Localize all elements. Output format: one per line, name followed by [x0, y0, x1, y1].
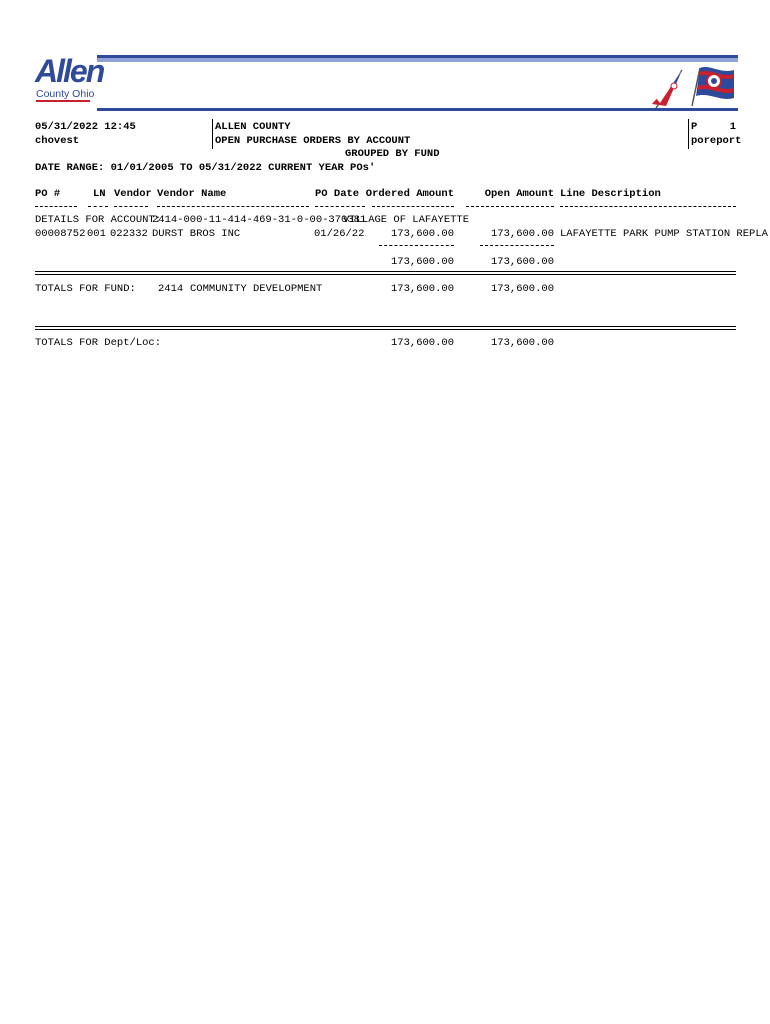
fund-total-label: TOTALS FOR FUND:	[35, 283, 136, 295]
row-ordered-amount: 173,600.00	[390, 228, 454, 240]
row-vendor-name: DURST BROS INC	[152, 228, 241, 240]
account-total-open: 173,600.00	[490, 256, 554, 268]
col-ln: LN	[93, 188, 106, 200]
underline-ln	[88, 206, 108, 207]
row-po: 00008752	[35, 228, 86, 240]
underline-vendor	[114, 206, 148, 207]
dept-total-ordered: 173,600.00	[390, 337, 454, 349]
page-number: 1	[729, 121, 736, 133]
report-user: chovest	[35, 135, 80, 147]
report-datetime: 05/31/2022 12:45	[35, 121, 136, 133]
fund-total-ordered: 173,600.00	[390, 283, 454, 295]
underline-ordered	[372, 206, 454, 207]
col-vendor: Vendor	[114, 188, 152, 200]
account-total-ordered: 173,600.00	[390, 256, 454, 268]
col-open-amount: Open Amount	[484, 188, 554, 200]
dept-total-open: 173,600.00	[490, 337, 554, 349]
county-ohio-logo-text: County Ohio	[36, 88, 95, 100]
account-label: DETAILS FOR ACCOUNT:	[35, 214, 162, 226]
header-divider-left	[212, 119, 213, 149]
fund-total-open: 173,600.00	[490, 283, 554, 295]
fund-number: 2414	[158, 283, 184, 295]
col-ordered-amount: Ordered Amount	[365, 188, 454, 200]
logo-underline	[36, 100, 90, 102]
col-po: PO #	[35, 188, 61, 200]
header-banner	[97, 55, 738, 111]
col-line-description: Line Description	[560, 188, 661, 200]
subtotal-underline-ordered	[379, 245, 454, 246]
dept-separator	[35, 326, 736, 330]
fund-separator	[35, 271, 736, 275]
row-ln: 001	[87, 228, 106, 240]
dept-total-label: TOTALS FOR Dept/Loc:	[35, 337, 162, 349]
underline-open	[466, 206, 554, 207]
row-line-description: LAFAYETTE PARK PUMP STATION REPLA	[560, 228, 768, 240]
org-name: ALLEN COUNTY	[215, 121, 291, 133]
flags-icon	[648, 62, 740, 112]
allen-logo: Allen	[35, 53, 104, 89]
row-vendor: 022332	[110, 228, 148, 240]
underline-po	[35, 206, 77, 207]
report-title: OPEN PURCHASE ORDERS BY ACCOUNT	[215, 135, 411, 147]
underline-line-desc	[560, 206, 736, 207]
page-label: P	[691, 121, 698, 133]
report-id: poreport	[691, 135, 742, 147]
fund-name: COMMUNITY DEVELOPMENT	[190, 283, 323, 295]
account-number: 2414-000-11-414-469-31-0-00-370381	[152, 214, 367, 226]
row-po-date: 01/26/22	[314, 228, 365, 240]
report-grouping: GROUPED BY FUND	[345, 148, 440, 160]
row-open-amount: 173,600.00	[490, 228, 554, 240]
underline-po-date	[315, 206, 365, 207]
col-vendor-name: Vendor Name	[157, 188, 227, 200]
col-po-date: PO Date	[315, 188, 360, 200]
subtotal-underline-open	[480, 245, 554, 246]
header-divider-right	[688, 119, 689, 149]
banner-stripe	[97, 58, 738, 62]
underline-vendor-name	[157, 206, 309, 207]
account-name: VILLAGE OF LAFAYETTE	[343, 214, 470, 226]
date-range: DATE RANGE: 01/01/2005 TO 05/31/2022 CURRENT YEAR POs'	[35, 162, 376, 174]
